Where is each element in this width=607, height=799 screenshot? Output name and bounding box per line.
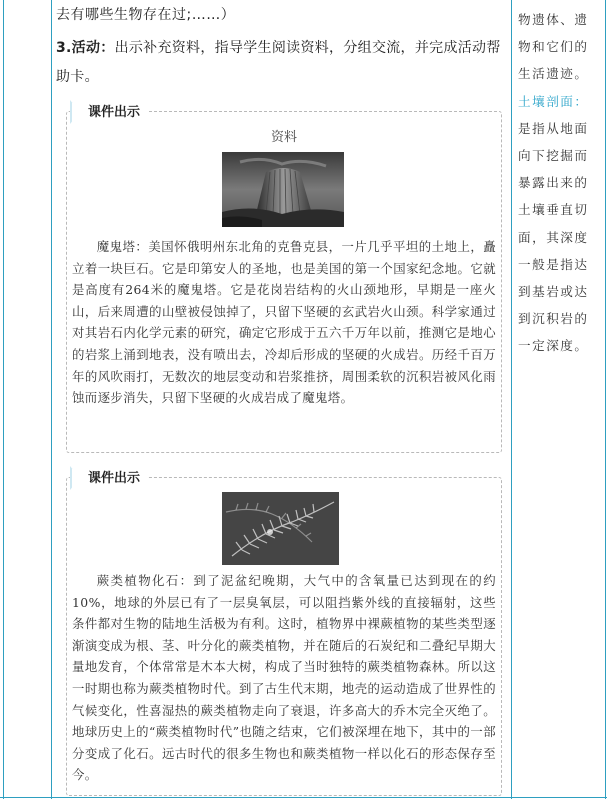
outer-left-rule — [3, 0, 4, 799]
sidebar-notes — [518, 6, 600, 360]
right-column-rule — [511, 0, 512, 799]
devils-tower-photo — [222, 152, 344, 227]
activity-text: 出示补充资料，指导学生阅读资料，分组交流，并完成活动帮助卡。 — [56, 40, 501, 85]
sidebar-definition: 是指从地面向下挖掘而暴露出来的土壤垂直切面，其深度一般是指达到基岩或达到沉积岩的一定深度。 — [518, 120, 589, 354]
activity-instruction — [56, 34, 508, 92]
activity-label: 3.活动： — [56, 40, 115, 56]
fern-fossil-paragraph: 蕨类植物化石：到了泥盆纪晚期，大气中的含氧量已达到现在的约10%，地球的外层已有了一层臭氧层，可以阻挡紫外线的直接辐射，这些条件都对生物的陆地生活极为有利。这时，植物界中裸蕨植物的某些类型逐渐演变成为根、茎、叶分化的蕨类植物，并在随后的石炭纪和二叠纪早期大量地发育，个体常常是木本大树，构成了当时独特的蕨类植物森林。所以这一时期也称为蕨类植物时代。到了古生代末期，地壳的运动造成了世界性的气候变化，性喜湿热的蕨类植物走向了衰退，许多高大的乔木完全灭绝了。地球历史上的“蕨类植物时代”也随之结束，它们被深埋在地下，其中的一部分变成了化石。远古时代的很多生物也和蕨类植物一样以化石的形态保存至今。 — [72, 573, 496, 783]
courseware-tag-1: 课件出示 — [72, 103, 148, 123]
bottom-rule — [0, 797, 607, 798]
devils-tower-paragraph: 魔鬼塔：美国怀俄明州东北角的克鲁克县，一片几乎平坦的土地上，矗立着一块巨石。它是印第安人的圣地，也是美国的第一个国家纪念地。它就是高度有264米的魔鬼塔。它是花岗岩结构的火山颈地形，早期是一座火山，后来周遭的山壁被侵蚀掉了，只留下坚硬的玄武岩火山颈。科学家通过对其岩石内化学元素的研究，确定它形成于五六千万年以前，推测它是地心的岩浆上涌到地表，没有喷出去，冷却后形成的坚硬的火成岩。历经千百万年的风吹雨打，无数次的地层变动和岩浆推挤，周围柔软的沉积岩被风化雨蚀而逐步消失，只留下坚硬的火成岩成了魔鬼塔。 — [72, 239, 496, 406]
sidebar-text-continuation: 物遗体、遗物和它们的生活遗迹。 — [518, 12, 589, 82]
outer-right-rule — [605, 0, 606, 799]
sidebar-term: 土壤剖面： — [518, 93, 589, 109]
courseware-tag-2: 课件出示 — [72, 469, 148, 489]
left-column-rule — [51, 0, 52, 799]
fern-fossil-photo — [222, 492, 339, 565]
continuation-line: 去有哪些生物存在过;……） — [56, 7, 236, 23]
material-title: 资料 — [271, 130, 298, 145]
